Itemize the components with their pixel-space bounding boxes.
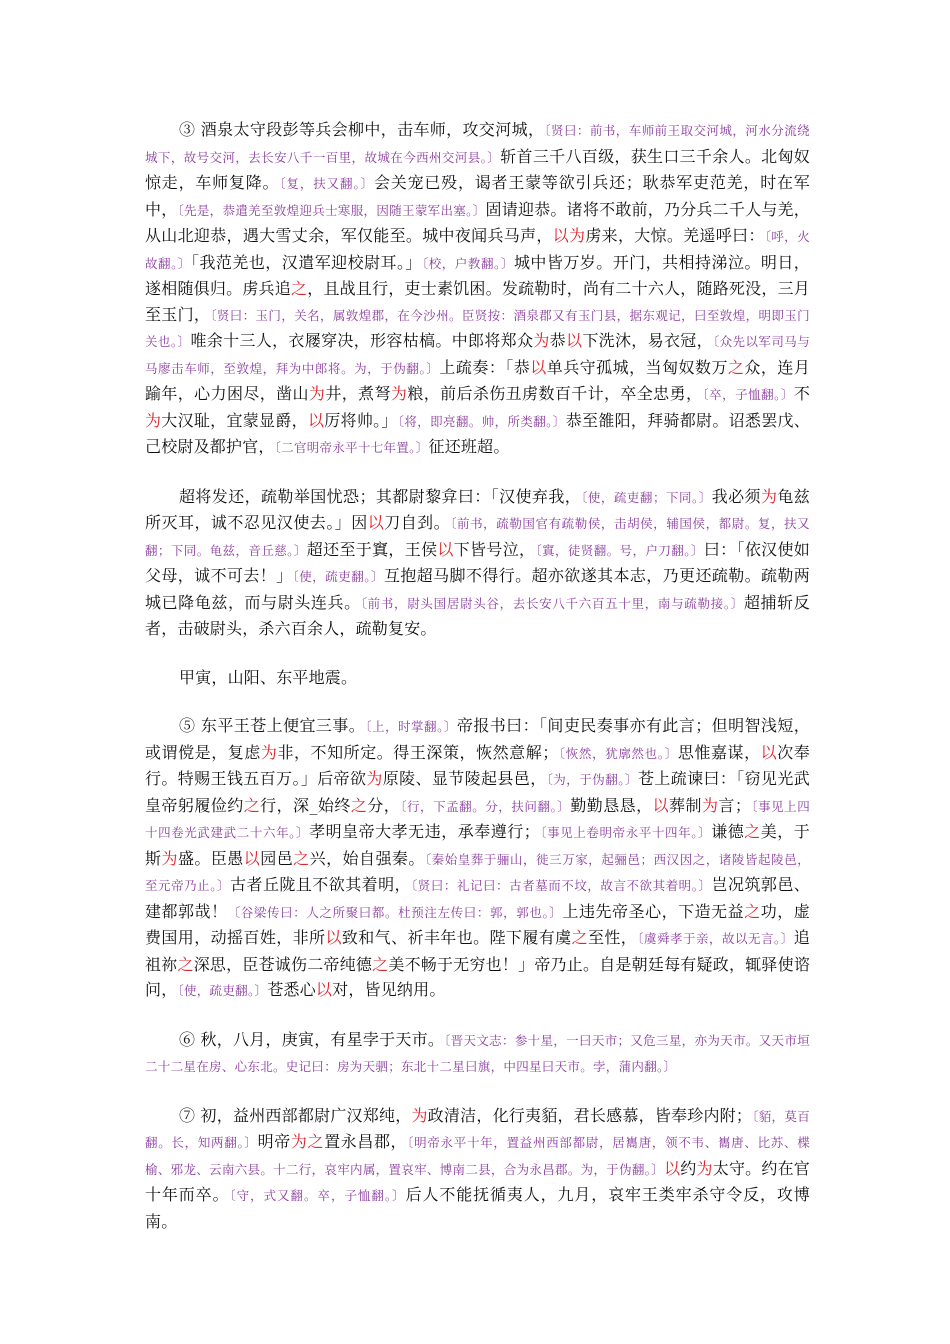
annotation-note: 〔上，时掌翻。〕 [365,719,457,734]
highlighted-word: 之 [177,954,194,974]
annotation-note: 〔校，户教翻。〕 [421,255,514,271]
body-text: 兴，始自强秦。 [309,848,425,868]
paragraph [145,484,810,642]
body-text: 言； [718,795,752,815]
body-text: 下洗沐，易衣冠， [582,331,713,350]
highlighted-word: 之 [293,848,310,868]
highlighted-word: 为 [308,384,326,403]
document-page [145,117,810,1257]
body-text: 斩首三千八百级，获生口三千余人。北匈奴惊走，车师复降。 [145,146,810,192]
body-text: 追祖祢 [145,928,810,974]
highlighted-word: 以 [437,539,454,559]
highlighted-word: 之 [571,928,588,947]
highlighted-word: 为 [260,742,278,762]
body-text: 古者丘陇且不欲其着明， [230,875,411,894]
highlighted-word: 为 [701,795,719,815]
highlighted-word: 以 [530,357,547,377]
annotation-note: 〔为，于伪翻。〕 [546,772,638,787]
annotation-note: 〔窴，徒贤翻。号，户刀翻。〕 [535,542,704,558]
body-text: 众，连月踰年，心力困尽，凿山 [145,357,811,403]
annotation-note: 〔貊，莫百翻。长，知两翻。〕 [145,1108,810,1150]
body-text: 苍上疏谏曰：「窃见光武皇帝躬履俭约 [145,769,810,815]
body-text: 下皆号泣， [453,539,536,559]
annotation-note: 〔贤曰：玉门，关名，属敦煌郡，在今沙州。臣贤按：酒泉郡又有玉门县，据东观记，曰至敦煌，明即玉门关也。〕 [145,307,810,349]
body-text: _ [309,795,318,815]
body-text: 美，于斯 [145,822,810,868]
body-text: 帝报书曰：「间吏民奏事亦有此言；但明智浅短，或谓傥是，复虑 [145,716,810,762]
paragraph [145,117,810,461]
body-text: 功，虚费国用，动摇百姓，非所 [145,901,810,947]
annotation-note: 〔使，疏吏翻；下同。〕 [581,489,712,505]
highlighted-word: 为之 [290,1132,325,1151]
body-text: 孝明皇帝大孝无违，承奉遵行； [309,822,540,841]
highlighted-word: 为 [390,384,408,403]
body-text: 始终 [317,795,351,815]
body-text: 单兵守孤城，当匈奴数万 [546,357,728,377]
body-text: ③ 酒泉太守段彭等兵会柳中，击车师，攻交河城， [179,120,545,139]
paragraph [145,1103,810,1235]
body-text: 次奉行。特赐王钱五百万。」后帝欲 [145,742,810,788]
body-text: 恭至雒阳，拜骑都尉。诏悉罢戊、己校尉及都护官， [145,410,810,456]
body-text: 甲寅，山阳、东平地震。 [179,667,358,687]
annotation-note: 〔贤曰：礼记曰：古者墓而不坟，故言不欲其着明。〕 [410,878,712,893]
body-text: 置永昌郡， [324,1132,408,1151]
body-text: 致和气、祈丰年也。陛下履有虞 [341,928,572,947]
highlighted-word: 以 [367,513,385,532]
body-text: 美不畅于无穷也！」帝乃止。自是朝廷每有疑政，辄驿使谘问， [145,954,811,999]
body-text: 刀自刭。 [384,513,451,532]
body-text: ⑤ 东平王苍上便宜三事。 [179,716,366,735]
body-text: 思惟嘉谋， [677,742,761,762]
body-text: 苍悉心 [267,980,316,999]
paragraph [145,713,810,1004]
annotation-note: 〔前书，尉头国居尉头谷，去长安八千六百五十里，南与疏勒接。〕 [360,595,744,611]
annotation-note: 〔事见上卷明帝永平十四年。〕 [539,825,712,840]
body-text: 后人不能抚循夷人，九月，哀牢王类牢杀守令反，攻博南。 [145,1185,810,1231]
body-text: 城中皆万岁。开门，共相持涕泣。明日，遂相随俱归。虏兵追 [145,252,810,298]
body-text: 明帝 [257,1132,291,1151]
highlighted-word: 以 [652,795,670,815]
body-text: 「我范羌也，汉遣军迎校尉耳。」 [191,252,422,272]
annotation-note: 〔前书，疏勒国官有疏勒侯，击胡侯，辅国侯，都尉。复，扶又翻；下同。龟兹，音丘慈。〕 [145,516,810,558]
highlighted-word: 为 [533,331,550,350]
highlighted-word: 为 [411,1105,428,1125]
highlighted-word: 以 [664,1158,681,1178]
body-text: 园邑 [260,848,294,868]
highlighted-word: 之 [744,822,761,841]
paragraph [145,1027,810,1080]
annotation-note: 〔事见上四十四卷光武建武二十六年。〕 [145,798,811,840]
annotation-note: 〔复，扶又翻。〕 [279,176,374,191]
highlighted-word: 为 [760,486,778,506]
body-text: 盛。臣愚 [177,848,244,868]
highlighted-word: 以 [243,848,261,868]
annotation-note: 〔使，疏吏翻。〕 [177,983,268,998]
highlighted-word: 之 [290,279,308,298]
body-text: 至性， [587,928,638,947]
annotation-note: 〔众先以军司马与马廖击车师，至敦煌，拜为中郎将。为，于伪翻。〕 [145,334,810,376]
body-text: ，且战且行，吏士素饥困。发疏勒时，尚有二十六人，随路死没，三月至玉门， [145,279,811,324]
body-text: 虏来，大惊。羌遥呼曰： [585,226,765,245]
body-text: 超还至于窴，王侯 [306,539,438,559]
annotation-note: 〔先是，恭遣羌至敦煌迎兵士寒服，因随王蒙军出塞。〕 [177,202,486,218]
highlighted-word: 以为 [552,226,586,245]
highlighted-word: 之 [350,795,368,815]
annotation-note: 〔卒，子恤翻。〕 [702,387,794,402]
highlighted-word: 为 [696,1158,713,1178]
body-text: 非，不知所定。得王深策，恢然意解； [277,742,559,762]
highlighted-word: 为 [145,410,162,430]
annotation-note: 〔秦始皇葬于骊山，徙三万家，起骊邑；西汉因之，诸陵皆起陵邑，至元帝乃止。〕 [145,851,811,893]
highlighted-word: 以 [315,980,333,999]
annotation-note: 〔呼，火故翻。〕 [145,229,810,271]
annotation-note: 〔守，式又翻。卒，子恤翻。〕 [229,1188,406,1203]
highlighted-word: 之 [744,901,761,921]
body-text: 葬制 [669,795,702,815]
body-text: 岂况筑郭邑、建都郭哉！ [145,875,811,921]
annotation-note: 〔二官明帝永平十七年置。〕 [274,440,429,455]
body-text: 超捕斩反者，击破尉头，杀六百余人，疏勒复安。 [145,592,810,638]
highlighted-word: 以 [325,928,342,947]
body-text: 行，深 [260,795,310,815]
body-text: 超将发还，疏勒举国忧恐；其都尉黎弇曰：「汉使弃我， [179,486,582,506]
body-text: 约 [680,1158,697,1178]
body-text: 粮，前后杀伤丑虏数百千计，卒全忠勇， [407,384,703,403]
body-text: 大汉耻，宜蒙显爵， [161,410,308,430]
highlighted-word: 以 [760,742,778,762]
highlighted-word: 以 [566,331,583,350]
annotation-note: 〔贤曰：前书，车师前王取交河城，河水分流绕城下，故号交河，去长安八千一百里，故城在今西州交河县。〕 [145,123,810,165]
annotation-note: 〔谷梁传曰：人之所聚曰都。杜预注左传曰：郭，郭也。〕 [227,904,563,920]
body-text: 分， [367,795,401,815]
body-text: 会关宠已殁，谒者王蒙等欲引兵还；耿恭军吏范羌，时在军中， [145,173,810,219]
body-text: 征还班超。 [428,437,510,456]
body-text: 原陵、显节陵起县邑， [382,769,547,788]
body-text: 谦德 [711,822,745,841]
annotation-note: 〔恢然，犹廓然也。〕 [558,745,678,761]
body-text: 厉将帅。」 [324,410,398,430]
body-text: 上违先帝圣心，下造无益 [562,901,745,921]
annotation-note: 〔使，疏吏翻。〕 [292,569,384,584]
body-text: 井，煮弩 [325,384,391,403]
paragraph [145,665,810,691]
body-text: 龟兹所灭耳，诚不忍见汉使去。」因 [145,486,810,532]
body-text: 不 [793,384,811,403]
body-text: 唯余十三人，衣屦穿决，形容枯槁。中郎将郑众 [190,331,534,350]
body-text: 政清洁，化行夷貊，君长感慕，皆奉珍内附； [427,1105,753,1125]
highlighted-word: 为 [161,848,178,868]
annotation-note: 〔明帝永平十年，置益州西部都尉，居巂唐，领不韦、巂唐、比苏、楪榆、邪龙、云南六县。十二行，哀牢内属，置哀牢、博南二县，合为永昌郡。为，于伪翻。〕 [145,1135,811,1177]
highlighted-word: 之 [372,954,389,974]
body-text: 固请迎恭。诸将不敢前，乃分兵二千人与羌，从山北迎恭，遇大雪丈余，军仅能至。城中夜闻兵马声， [145,199,810,245]
annotation-note: 〔晋天文志：参十星，一曰天市；又危三星，亦为天市。又天市垣二十二星在房、心东北。史记曰：房为天驷；东北十二星曰旗，中四星曰天市。孛，蒲内翻。〕 [145,1032,810,1074]
body-text: 恭 [549,331,566,350]
body-text: 曰：「依汉使如父母，诚不可去！」 [145,539,810,585]
body-text: ⑦ 初，益州西部都尉广汉郑纯， [179,1105,412,1125]
annotation-note: 〔行，下孟翻。分，扶问翻。〕 [400,798,571,814]
annotation-note: 〔将，即亮翻。帅，所类翻。〕 [397,413,566,429]
annotation-note: 〔虞舜孝于亲，故以无言。〕 [637,931,794,946]
body-text: 互抱超马脚不得行。超亦欲遂其本志，乃更还疏勒。疏勒两城已降龟兹，而与尉头连兵。 [145,566,810,612]
highlighted-word: 以 [307,410,325,430]
body-text: 勤勤恳恳， [570,795,653,815]
body-text: 对，皆见纳用。 [332,980,446,999]
body-text: ⑥ 秋，八月，庚寅，有星孛于天市。 [179,1029,445,1049]
body-text: 深思，臣苍诚伤二帝纯德 [193,954,373,974]
highlighted-word: 为 [366,769,383,788]
highlighted-word: 之 [727,357,745,377]
body-text: 我必须 [711,486,761,506]
body-text: 上疏奏：「恭 [439,357,531,377]
highlighted-word: 之 [243,795,261,815]
body-text: 太守。约在官十年而卒。 [145,1158,810,1204]
